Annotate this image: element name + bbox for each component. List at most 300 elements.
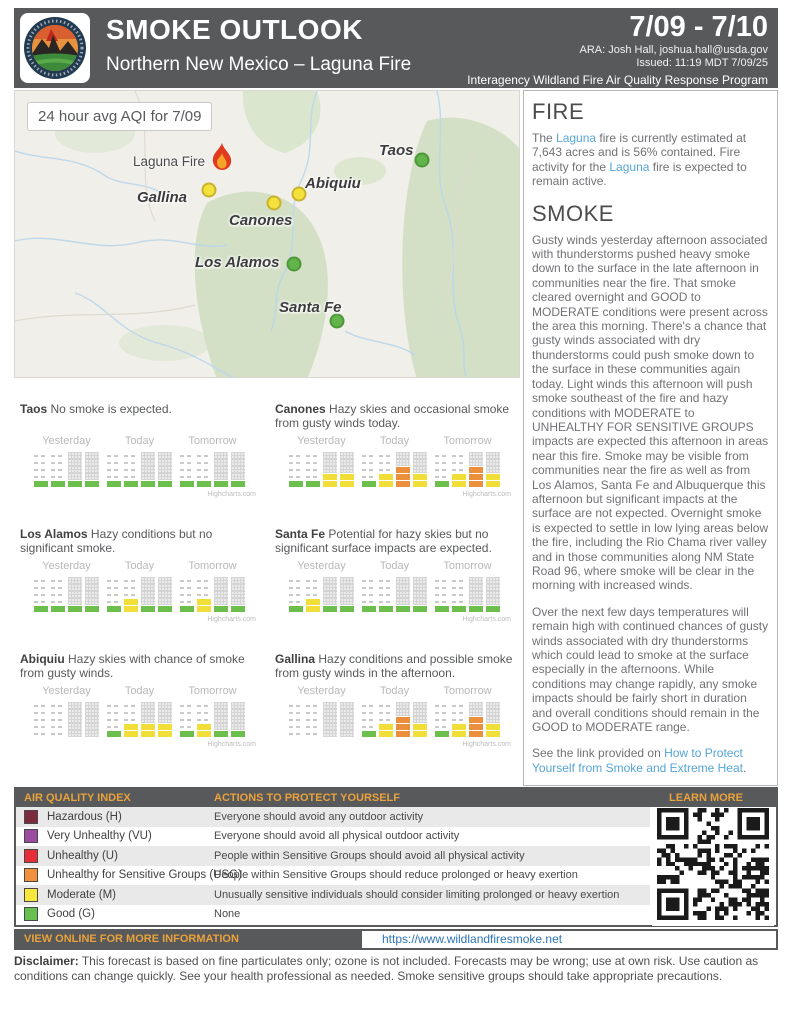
night-cell: [340, 598, 354, 605]
empty-cell: [289, 466, 303, 473]
night-cell: [323, 702, 337, 709]
aqi-color-swatch: [24, 829, 38, 843]
highcharts-watermark: Highcharts.com: [462, 491, 511, 498]
forecast-bar: [323, 702, 337, 737]
empty-cell: [379, 702, 393, 709]
aqi-color-swatch: [24, 888, 38, 902]
empty-cell: [34, 702, 48, 709]
empty-cell: [435, 459, 449, 466]
legend-row: [16, 866, 650, 886]
night-cell: [340, 466, 354, 473]
night-cell: [231, 591, 245, 598]
chart-description: No smoke is expected.: [47, 402, 172, 416]
aqi-cell-g: [141, 605, 155, 612]
forecast-bar: [85, 452, 99, 487]
empty-cell: [197, 709, 211, 716]
empty-cell: [180, 577, 194, 584]
chart-title: [275, 652, 517, 680]
day-group: [289, 702, 354, 737]
smoke-paragraph: [532, 233, 769, 593]
night-cell: [396, 584, 410, 591]
empty-cell: [452, 452, 466, 459]
charts-grid: [20, 402, 520, 780]
night-cell: [323, 730, 337, 737]
forecast-bar: [379, 452, 393, 487]
chart-title: [275, 527, 517, 555]
aqi-cell-usg: [396, 480, 410, 487]
chart-bars: [34, 702, 253, 737]
aqi-marker-dot: [287, 257, 302, 272]
highcharts-watermark: Highcharts.com: [207, 741, 256, 748]
aqi-cell-m: [141, 730, 155, 737]
empty-cell: [107, 709, 121, 716]
legend-row: [16, 827, 650, 847]
aqi-cell-g: [180, 480, 194, 487]
empty-cell: [289, 730, 303, 737]
map-city-label: Abiquiu: [305, 175, 361, 192]
aqi-cell-m: [340, 480, 354, 487]
night-cell: [85, 730, 99, 737]
aqi-cell-m: [413, 473, 427, 480]
night-cell: [486, 452, 500, 459]
empty-cell: [452, 702, 466, 709]
chart-location-name: Canones: [275, 402, 326, 416]
night-cell: [141, 591, 155, 598]
view-online-label: VIEW ONLINE FOR MORE INFORMATION: [16, 931, 362, 948]
night-cell: [396, 598, 410, 605]
night-cell: [158, 709, 172, 716]
night-cell: [214, 473, 228, 480]
forecast-bar: [396, 702, 410, 737]
text-run: .: [742, 760, 747, 775]
page-title: SMOKE OUTLOOK: [106, 14, 363, 45]
disclaimer-text: This forecast is based on fine particulates only; ozone is not included. Forecasts may be wrong; use at own risk. Use caution as conditions can change quickly. See your health professional as needed. Smoke sensitive groups should take appropriate precautions.: [14, 954, 759, 983]
empty-cell: [51, 598, 65, 605]
night-cell: [68, 591, 82, 598]
night-cell: [68, 730, 82, 737]
empty-cell: [289, 577, 303, 584]
day-label: Yesterday: [42, 435, 91, 447]
empty-cell: [362, 709, 376, 716]
empty-cell: [107, 723, 121, 730]
day-label: Yesterday: [297, 560, 346, 572]
text-run: See the link provided on: [532, 746, 665, 761]
night-cell: [486, 584, 500, 591]
chart-location-name: Gallina: [275, 652, 316, 666]
aqi-cell-m: [486, 473, 500, 480]
empty-cell: [362, 473, 376, 480]
empty-cell: [362, 716, 376, 723]
inline-link[interactable]: Laguna: [556, 131, 597, 145]
aqi-cell-m: [452, 473, 466, 480]
empty-cell: [51, 452, 65, 459]
empty-cell: [107, 716, 121, 723]
night-cell: [68, 584, 82, 591]
empty-cell: [51, 716, 65, 723]
forecast-bar: [51, 702, 65, 737]
aqi-cell-g: [107, 730, 121, 737]
map-city-label: Gallina: [137, 189, 188, 206]
night-cell: [158, 584, 172, 591]
night-cell: [413, 716, 427, 723]
night-cell: [396, 702, 410, 709]
chart-description: Hazy skies and occasional smoke from gusty winds today.: [275, 402, 510, 430]
chart-description: Hazy skies with chance of smoke from gusty winds.: [20, 652, 245, 680]
aqi-category-label: Moderate (M): [47, 888, 117, 901]
forecast-chart-abiquiu: [20, 652, 262, 767]
day-group: [107, 452, 172, 487]
empty-cell: [34, 598, 48, 605]
aqi-cell-g: [124, 480, 138, 487]
aqi-cell-m: [306, 598, 320, 605]
night-cell: [68, 452, 82, 459]
forecast-bar: [306, 702, 320, 737]
aqi-cell-g: [68, 480, 82, 487]
night-cell: [231, 452, 245, 459]
chart-location-name: Taos: [20, 402, 48, 416]
aqi-cell-m: [306, 605, 320, 612]
day-label: Today: [124, 560, 155, 572]
empty-cell: [180, 591, 194, 598]
aqi-map: [14, 90, 520, 378]
forecast-bar: [34, 702, 48, 737]
ara-contact: ARA: Josh Hall, joshua.hall@usda.gov: [579, 44, 768, 56]
night-cell: [486, 466, 500, 473]
night-cell: [85, 452, 99, 459]
aqi-cell-m: [379, 730, 393, 737]
chart-bars: [289, 577, 508, 612]
forecast-bar: [197, 702, 211, 737]
aqi-cell-g: [180, 605, 194, 612]
empty-cell: [107, 577, 121, 584]
forecast-bar: [486, 702, 500, 737]
chart-title: [20, 402, 262, 416]
night-cell: [486, 598, 500, 605]
aqi-cell-usg: [469, 480, 483, 487]
night-cell: [214, 709, 228, 716]
aqi-cell-usg: [469, 723, 483, 730]
empty-cell: [34, 716, 48, 723]
chart-bars: [289, 702, 508, 737]
empty-cell: [379, 584, 393, 591]
forecast-bar: [340, 702, 354, 737]
empty-cell: [107, 598, 121, 605]
night-cell: [141, 466, 155, 473]
empty-cell: [197, 466, 211, 473]
forecast-bar: [158, 452, 172, 487]
night-cell: [486, 577, 500, 584]
aqi-cell-g: [323, 605, 337, 612]
aqi-cell-g: [486, 605, 500, 612]
night-cell: [68, 598, 82, 605]
aqi-cell-g: [435, 730, 449, 737]
empty-cell: [306, 584, 320, 591]
empty-cell: [379, 452, 393, 459]
forecast-bar: [68, 702, 82, 737]
forecast-bar: [452, 452, 466, 487]
qr-panel: [652, 808, 774, 926]
night-cell: [214, 723, 228, 730]
empty-cell: [107, 452, 121, 459]
night-cell: [396, 591, 410, 598]
empty-cell: [289, 591, 303, 598]
forecast-bar: [323, 577, 337, 612]
empty-cell: [124, 709, 138, 716]
night-cell: [340, 716, 354, 723]
empty-cell: [289, 452, 303, 459]
forecast-bar: [107, 577, 121, 612]
chart-description: Potential for hazy skies but no significant surface impacts are expected.: [275, 527, 492, 555]
empty-cell: [180, 709, 194, 716]
night-cell: [231, 466, 245, 473]
legend-row: [16, 905, 650, 925]
aqi-cell-m: [452, 730, 466, 737]
empty-cell: [306, 709, 320, 716]
aqi-cell-m: [158, 730, 172, 737]
empty-cell: [107, 702, 121, 709]
aqi-cell-g: [362, 730, 376, 737]
aqi-cell-m: [197, 723, 211, 730]
empty-cell: [379, 459, 393, 466]
aqi-action-text: People within Sensitive Groups should reduce prolonged or heavy exertion: [214, 869, 578, 882]
aqi-cell-g: [158, 605, 172, 612]
flame-icon: [211, 143, 233, 176]
night-cell: [158, 598, 172, 605]
chart-description: Hazy conditions but no significant smoke.: [20, 527, 213, 555]
empty-cell: [107, 591, 121, 598]
night-cell: [231, 716, 245, 723]
aqi-cell-g: [85, 605, 99, 612]
empty-cell: [452, 709, 466, 716]
empty-cell: [197, 702, 211, 709]
forecast-bar: [124, 452, 138, 487]
night-cell: [413, 591, 427, 598]
aqi-cell-g: [51, 605, 65, 612]
forecast-bar: [197, 452, 211, 487]
night-cell: [231, 709, 245, 716]
empty-cell: [197, 591, 211, 598]
aqi-cell-g: [107, 480, 121, 487]
map-city-label: Canones: [229, 212, 293, 229]
empty-cell: [107, 459, 121, 466]
empty-cell: [124, 466, 138, 473]
night-cell: [396, 452, 410, 459]
day-group: [362, 702, 427, 737]
night-cell: [141, 598, 155, 605]
empty-cell: [197, 459, 211, 466]
night-cell: [323, 591, 337, 598]
day-group: [289, 577, 354, 612]
aqi-cell-usg: [396, 723, 410, 730]
day-label: Yesterday: [297, 685, 346, 697]
empty-cell: [379, 466, 393, 473]
empty-cell: [379, 716, 393, 723]
night-cell: [158, 452, 172, 459]
empty-cell: [379, 709, 393, 716]
issued-timestamp: Issued: 11:19 MDT 7/09/25: [636, 57, 768, 69]
empty-cell: [34, 466, 48, 473]
aqi-cell-g: [231, 605, 245, 612]
empty-cell: [452, 459, 466, 466]
empty-cell: [197, 473, 211, 480]
day-label: Today: [124, 435, 155, 447]
aqi-category-label: Unhealthy (U): [47, 849, 118, 862]
forecast-bar: [469, 577, 483, 612]
forecast-bar: [158, 577, 172, 612]
empty-cell: [289, 598, 303, 605]
aqi-cell-g: [231, 480, 245, 487]
chart-day-labels: [289, 435, 508, 447]
forecast-bar: [323, 452, 337, 487]
forecast-bar: [452, 702, 466, 737]
qr-code: [657, 808, 769, 920]
aqi-cell-m: [158, 723, 172, 730]
empty-cell: [51, 459, 65, 466]
forecast-bar: [379, 702, 393, 737]
forecast-bar: [51, 452, 65, 487]
aqi-cell-g: [107, 605, 121, 612]
night-cell: [141, 473, 155, 480]
highcharts-watermark: Highcharts.com: [207, 616, 256, 623]
map-terrain: [15, 91, 520, 378]
aqi-cell-m: [124, 605, 138, 612]
night-cell: [413, 598, 427, 605]
forecast-bar: [107, 452, 121, 487]
day-label: Today: [379, 560, 410, 572]
empty-cell: [452, 584, 466, 591]
program-seal-icon: [22, 15, 88, 81]
day-group: [107, 702, 172, 737]
empty-cell: [379, 591, 393, 598]
empty-cell: [452, 591, 466, 598]
night-cell: [340, 591, 354, 598]
aqi-cell-usg: [396, 466, 410, 473]
night-cell: [141, 702, 155, 709]
fire-heading: FIRE: [532, 99, 585, 124]
aqi-cell-g: [197, 480, 211, 487]
inline-link[interactable]: How to Protect Yourself from Smoke and Extreme Heat: [532, 746, 743, 775]
chart-title: [275, 402, 517, 430]
aqi-color-swatch: [24, 868, 38, 882]
empty-cell: [180, 723, 194, 730]
night-cell: [469, 702, 483, 709]
header: [14, 8, 778, 88]
night-cell: [68, 577, 82, 584]
empty-cell: [452, 598, 466, 605]
forecast-bar: [413, 577, 427, 612]
aqi-cell-g: [141, 480, 155, 487]
empty-cell: [124, 591, 138, 598]
night-cell: [323, 452, 337, 459]
aqi-cell-usg: [396, 730, 410, 737]
aqi-marker-dot: [267, 196, 282, 211]
aqi-cell-usg: [469, 716, 483, 723]
empty-cell: [362, 598, 376, 605]
aqi-cell-g: [34, 480, 48, 487]
empty-cell: [306, 702, 320, 709]
chart-location-name: Los Alamos: [20, 527, 88, 541]
aqi-cell-g: [306, 480, 320, 487]
forecast-bar: [141, 452, 155, 487]
legend-rows: [16, 807, 650, 924]
empty-cell: [362, 577, 376, 584]
night-cell: [413, 709, 427, 716]
empty-cell: [435, 702, 449, 709]
day-label: Tomorrow: [188, 435, 237, 447]
empty-cell: [197, 584, 211, 591]
aqi-cell-g: [289, 480, 303, 487]
inline-link[interactable]: Laguna: [609, 159, 650, 174]
forecast-bar: [340, 452, 354, 487]
aqi-cell-usg: [396, 716, 410, 723]
forecast-bar: [180, 577, 194, 612]
forecast-chart-canones: [275, 402, 517, 517]
disclaimer-label: Disclaimer:: [14, 954, 79, 968]
day-label: Today: [379, 435, 410, 447]
smoke-heading: SMOKE: [532, 200, 614, 226]
night-cell: [413, 459, 427, 466]
wildlandfiresmoke-link[interactable]: https://www.wildlandfiresmoke.net: [382, 932, 563, 946]
forecast-bar: [435, 702, 449, 737]
program-logo: [20, 13, 90, 83]
forecast-chart-los-alamos: [20, 527, 262, 642]
night-cell: [158, 716, 172, 723]
day-group: [180, 452, 245, 487]
forecast-bar: [141, 702, 155, 737]
forecast-bar: [85, 702, 99, 737]
aqi-cell-m: [486, 730, 500, 737]
aqi-cell-m: [124, 730, 138, 737]
chart-day-labels: [34, 685, 253, 697]
night-cell: [214, 584, 228, 591]
aqi-action-text: Everyone should avoid all physical outdoor activity: [214, 830, 460, 843]
night-cell: [231, 459, 245, 466]
night-cell: [469, 591, 483, 598]
aqi-cell-usg: [469, 466, 483, 473]
aqi-cell-g: [289, 605, 303, 612]
aqi-cell-m: [197, 605, 211, 612]
day-label: Tomorrow: [443, 560, 492, 572]
view-online-bar: [14, 929, 778, 950]
day-group: [34, 452, 99, 487]
night-cell: [214, 577, 228, 584]
empty-cell: [289, 702, 303, 709]
empty-cell: [34, 723, 48, 730]
empty-cell: [435, 716, 449, 723]
forecast-bar: [379, 577, 393, 612]
outlook-text-panel: [523, 90, 778, 786]
map-aqi-caption: 24 hour avg AQI for 7/09: [27, 102, 212, 131]
empty-cell: [197, 577, 211, 584]
forecast-bar: [124, 702, 138, 737]
empty-cell: [197, 716, 211, 723]
forecast-bar: [214, 452, 228, 487]
empty-cell: [306, 459, 320, 466]
day-group: [362, 577, 427, 612]
forecast-bar: [124, 577, 138, 612]
aqi-cell-m: [379, 723, 393, 730]
night-cell: [323, 723, 337, 730]
forecast-bar: [214, 702, 228, 737]
empty-cell: [124, 577, 138, 584]
empty-cell: [306, 452, 320, 459]
empty-cell: [197, 452, 211, 459]
empty-cell: [180, 459, 194, 466]
aqi-category-label: Good (G): [47, 908, 95, 921]
night-cell: [340, 723, 354, 730]
empty-cell: [51, 723, 65, 730]
night-cell: [68, 702, 82, 709]
